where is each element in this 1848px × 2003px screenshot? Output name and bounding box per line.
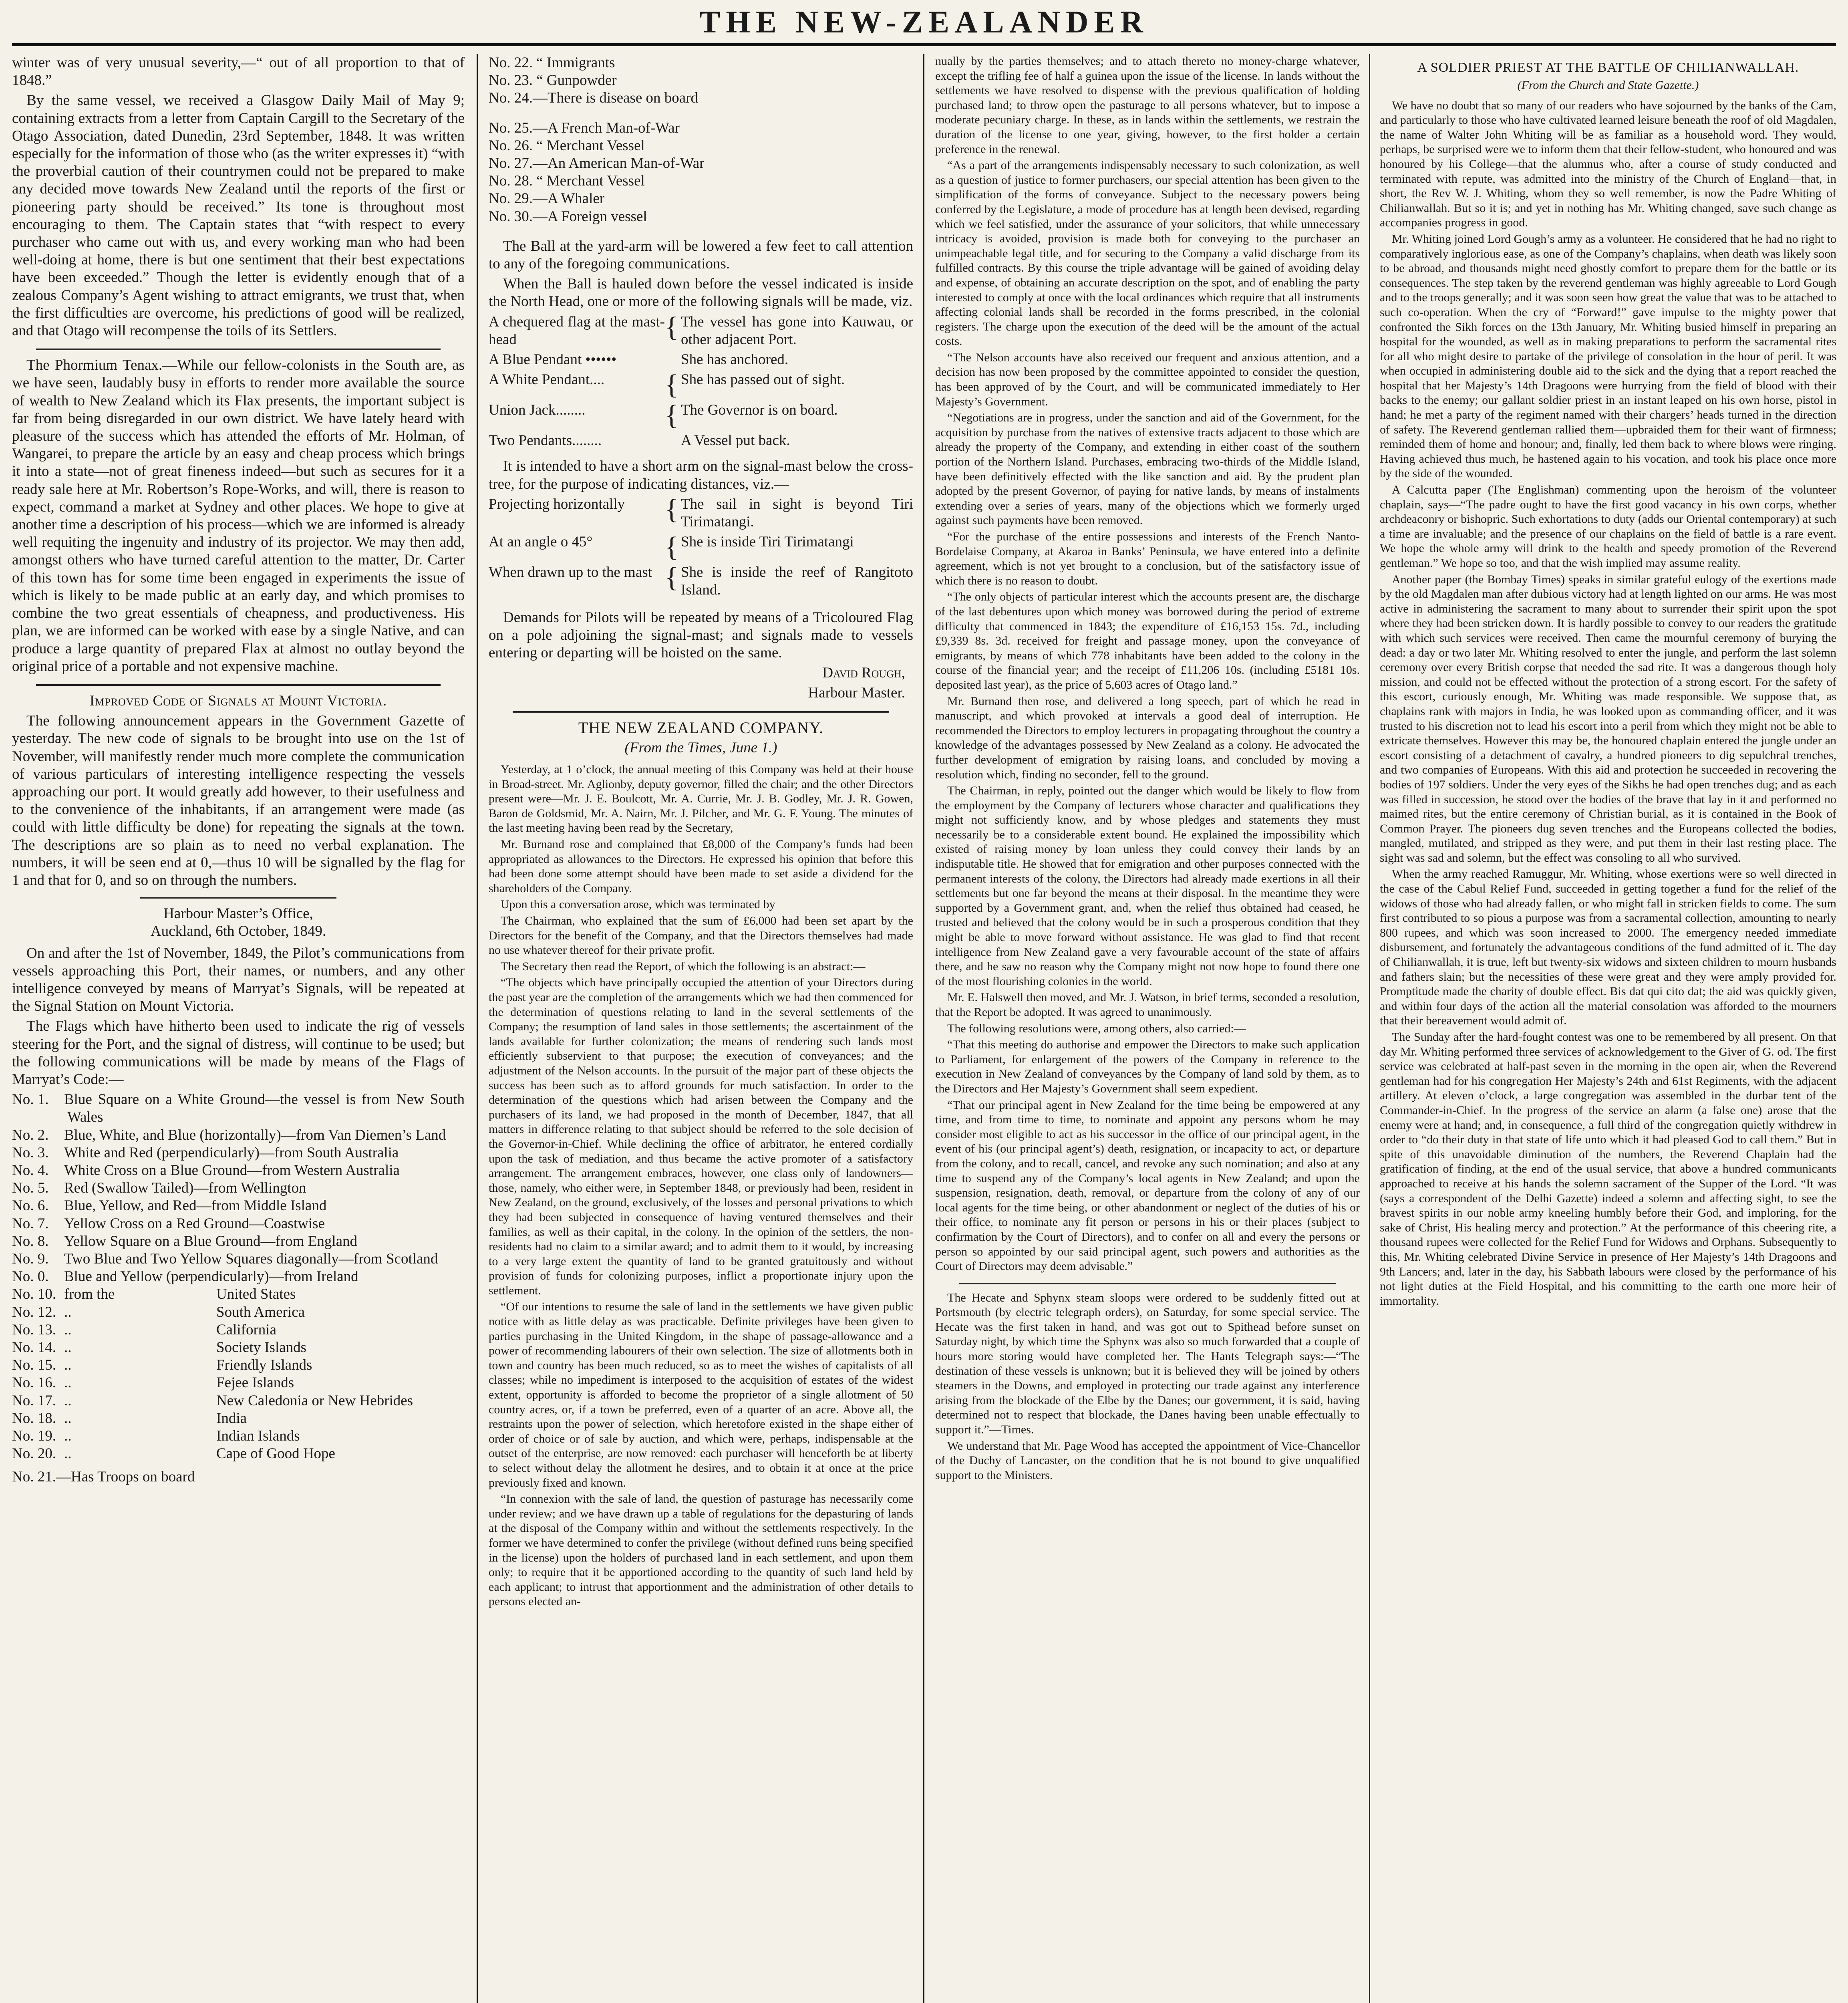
- location-number: No. 17.: [12, 1392, 56, 1409]
- location-place: India: [216, 1410, 247, 1427]
- flag-number: No. 8.: [12, 1233, 49, 1249]
- location-number: No. 18.: [12, 1410, 56, 1427]
- signal-label: Two Pendants........: [489, 432, 602, 449]
- location-number: No. 20.: [12, 1445, 56, 1462]
- article-paragraph: The following resolutions were, among others, also carried:—: [947, 1022, 1246, 1035]
- location-from: ..: [64, 1410, 72, 1427]
- flag-number: No. 2.: [12, 1126, 49, 1143]
- signals-heading: Improved Code of Signals at Mount Victoria.: [89, 692, 387, 709]
- flag-item: [12, 1179, 465, 1197]
- signal-meaning-row: [489, 432, 913, 449]
- column-2: [489, 54, 913, 2003]
- article-paragraph: Mr. Burnand rose and complained that £8,000 of the Company’s funds had been appropriated as allowances to the Directors. He expressed his opinion that before this had been done some attempt should have been made to set aside a dividend for the shareholders of the Company.: [489, 838, 913, 895]
- flag-description: Two Blue and Two Yellow Squares diagonally—from Scotland: [64, 1251, 438, 1267]
- distance-label: At an angle o 45°: [489, 534, 593, 550]
- location-item: [12, 1286, 465, 1303]
- phormium-paragraph: The Phormium Tenax.—While our fellow-colonists in the South are, as we have seen, laudably busy in efforts to render more available the source of wealth to New Zealand which its Flax presents, the important subject is far from being disregarded in our own district. We have lately heard with pleasure of the success which has attended the efforts of Mr. Holman, of Wangarei, to prepare the article by an easy and cheap process which brings it into a state—not of great fineness indeed—but such as secures for it a ready sale here at Mr. Robertson’s Rope-Works, and will, there is reason to expect, command a market at Sydney and other places. We hope to give at another time a description of his process—which we are informed is already well requiting the ingenuity and industry of its projector. We may then add, amongst others who have turned careful attention to the matter, Dr. Carter of this town has for some time been engaged in experiments the issue of which is likely to be made public at an early day, and which promises to combine the two great essentials of cheapness, and productiveness. His plan, we are informed can be worked with ease by a single Native, and can produce a large quantity of prepared Flax at almost no outlay beyond the original price of a portable and not expensive machine.: [12, 357, 465, 675]
- signals-intro-paragraph: The following announcement appears in the Government Gazette of yesterday. The new code of signals to be brought into use on the 1st of November, will manifestly render much more complete the communication of various particulars of interesting intelligence respecting the vessels approaching our port. It would greatly add however, to their usefulness and to the convenience of the inhabitants, if an arrangement were made (as could with little difficulty be done) for repeating the signals at the town. The descriptions are so plain as to need no verbal explanation. The numbers, it will be seen end at 0,—thus 10 will be signalled by the flag for 1 and that for 0, and so on through the numbers.: [12, 713, 465, 889]
- article-paragraph: When the army reached Ramuggur, Mr. Whiting, whose exertions were so well directed in the case of the Cabul Relief Fund, succeeded in getting together a fund for the relief of the widows of those who had already fallen, or who might fall in stricken fields to come. The sum first contributed to so pious a purpose was from a sacramental collection, amounting to nearly 800 rupees, and which was soon increased to 2000. The emergency needed immediate disbursement, and fortunately the advantageous conditions of the fund admitted of it. The day of Chilianwallah, it is true, left but twenty-six widows and sixteen children to mourn husbands and fathers slain; but the necessities of these were great and they were amply provided for. Promptitude made the charity of double effect. Bis dat qui cito dat; the aid was quickly given, and within four days of the action all the material consolation was afforded to the mourners that their bereavement would admit of.: [1380, 867, 1836, 1028]
- location-number: No. 16.: [12, 1374, 56, 1391]
- signal-label: Union Jack........: [489, 402, 586, 419]
- location-from: ..: [64, 1374, 72, 1391]
- flag-item: [12, 1215, 465, 1233]
- article-paragraph: “The Nelson accounts have also received our frequent and anxious attention, and a decision has now been proposed by the committee appointed to consider the question, has been approved of by the Court, and will be communicated immediately to Her Majesty’s Government.: [935, 351, 1360, 408]
- location-from: ..: [64, 1392, 72, 1409]
- winter-paragraph: winter was of very unusual severity,—“ out of all proportion to that of 1848.”: [12, 54, 465, 89]
- flag-description: Blue, White, and Blue (horizontally)—from Van Diemen’s Land: [64, 1126, 446, 1143]
- flag-description: Blue, Yellow, and Red—from Middle Island: [64, 1197, 327, 1214]
- nz-company-source: (From the Times, June 1.): [624, 739, 777, 756]
- signal-label: A chequered flag at the mast-head: [489, 313, 665, 348]
- separator-rule: [36, 349, 441, 350]
- flag-item: [12, 1197, 465, 1215]
- article-paragraph: The Chairman, who explained that the sum of £6,000 had been set apart by the Directors for the benefit of the Company, and that the Directors themselves had made no use whatever thereof for their private profit.: [489, 914, 913, 957]
- signal-meaning-row: [489, 313, 913, 349]
- signal-item: No. 30.—A Foreign vessel: [489, 208, 647, 225]
- separator-rule: [959, 1283, 1336, 1284]
- location-from: from the: [64, 1286, 115, 1303]
- separator-rule: [513, 711, 889, 713]
- signal-item: No. 24.—There is disease on board: [489, 90, 699, 107]
- signal-meaning: The vessel has gone into Kauwau, or other adjacent Port.: [681, 313, 913, 348]
- article-paragraph: The Sunday after the hard-fought contest was one to be remembered by all present. On that day Mr. Whiting performed three services of acknowledgement to the Giver of G. od. The first service was celebrated at half-past seven in the morning in the open air, when the Reverend gentleman had for his congregation Her Majesty’s 24th and 61st Regiments, with the adjacent artillery. At eleven o’clock, a large congregation was assembled in the durbar tent of the Commander-in-Chief. In the progress of the service an alarm (a false one) arose that the enemy were at hand; and, in consequence, a full third of the congregation quietly withdrew in order to “do their duty in that state of life unto which it had pleased God to call them.” But in spite of this unavoidable diminution of the numbers, the Reverend Chaplain had the gratification of finding, at the end of the usual service, that above a hundred communicants approached to receive at his hands the solemn sacrament of the Supper of the Lord. “It was (says a correspondent of the Delhi Gazette) indeed a solemn and affecting sight, to see the bravest spirits in our noble army kneeling humbly before their God, and imploring, for the sake of Christ, His healing mercy and protection.” At the performance of this cheering rite, a thousand rupees were collected for the Relief Fund for Widows and Orphans. Subsequently to this, Mr. Whiting celebrated Divine Service in presence of Her Majesty’s 14th Dragoons and 9th Lancers; and, later in the day, his Sabbath labours were closed by the performance of his not light duties at the Field Hospital, and his committing to the earth one more heir of immortality.: [1380, 1030, 1836, 1308]
- signal-item: No. 23. “ Gunpowder: [489, 72, 617, 89]
- article-paragraph: Upon this a conversation arose, which was terminated by: [501, 898, 775, 911]
- flag-number: No. 1.: [12, 1091, 49, 1108]
- location-place: Fejee Islands: [216, 1374, 294, 1391]
- column-3: [935, 54, 1360, 2003]
- signal-list-continued: [489, 54, 913, 226]
- signal-meaning: A Vessel put back.: [681, 432, 790, 449]
- flag-number: No. 6.: [12, 1197, 49, 1214]
- flag-description: Red (Swallow Tailed)—from Wellington: [64, 1180, 306, 1197]
- location-item: [12, 1392, 465, 1410]
- location-number: No. 13.: [12, 1321, 56, 1338]
- flag-item: [12, 1250, 465, 1268]
- article-paragraph: “The objects which have principally occupied the attention of your Directors during the past year are the completion of the arrangements which we had then commenced for the determination of questions relating to land in the several settlements of the Company; the resumption of land sales in those settlements; the ascertainment of the lands available for further colonization; the means of rendering such lands most efficiently subservient to that purpose; the execution of conveyances; and the adjustment of the Nelson accounts. In the pursuit of the major part of these objects the success has been such as to afford grounds for much satisfaction. In order to the determination of the questions which had arisen between the Company and the purchasers of its land, we had proposed in the month of December, 1847, that all matters in difference relating to that subject should be referred to the sole decision of the Governor-in-Chief. While declining the office of arbitrator, he entered cordially upon the task of mediation, and thus became the active promoter of a satisfactory arrangement. The arrangement embraces, however, one class only of landowners—those, namely, who either were, in September 1848, or previously had been, resident in New Zealand, on the ground, exclusively, of the losses and personal privations to which they had been subjected in consequence of having ventured themselves and their families, as well as their capital, in the colony. In the opinion of the settlers, the non-residents had no claim to a similar award; and to admit them to it would, by increasing to a very large extent the quantity of land to be granted gratuitously and without provision of funds for colonizing purposes, inflict a proportionate injury upon the settlement.: [489, 976, 913, 1297]
- article-paragraph: “For the purchase of the entire possessions and interests of the French Nanto-Bordelaise Company, at Akaroa in Banks’ Peninsula, we have entered into a definite agreement, which is not yet brought to a conclusion, but of the satisfactory issue of which there is no reason to doubt.: [935, 530, 1360, 587]
- soldier-priest-heading: A SOLDIER PRIEST AT THE BATTLE OF CHILIANWALLAH.: [1417, 60, 1799, 75]
- brace-glyph: {: [665, 311, 678, 343]
- location-place: Indian Islands: [216, 1428, 300, 1445]
- location-item: [12, 1374, 465, 1392]
- article-paragraph: The Secretary then read the Report, of which the following is an abstract:—: [501, 959, 866, 973]
- location-from: ..: [64, 1339, 72, 1356]
- location-item: [12, 1339, 465, 1356]
- article-paragraph: “Of our intentions to resume the sale of land in the settlements we have given public notice with as little delay as was practicable. Definite privileges have been given to parties purchasing in the United Kingdom, in the shape of passage-allowance and a power of recommending labourers of their own selection. The size of allotments both in town and country has been much reduced, so as to meet the wishes of capitalists of all classes; while no impediment is interposed to the acquisition of estates of the widest extent, opportunity is afforded to become the proprietor of a single allotment of 50 country acres, or, if a town be preferred, even of a quarter of an acre. Above all, the restraints upon the power of selection, which heretofore existed in the shape either of order of choice or of sale by auction, and which were, perhaps, indispensable at the outset of the enterprise, are now removed: each purchaser will henceforth be at liberty to select without delay the allotment he desires, and to obtain it at once at the price previously fixed and known.: [489, 1300, 913, 1489]
- distance-meaning: The sail in sight is beyond Tiri Tirimatangi.: [681, 496, 913, 530]
- masthead-title: THE NEW-ZEALANDER: [699, 4, 1149, 39]
- pilot-communications-paragraph: On and after the 1st of November, 1849, the Pilot’s communications from vessels approaching this Port, their names, or numbers, and any other intelligence conveyed by means of Marryat’s Signals, will be repeated at the Signal Station on Mount Victoria.: [12, 945, 465, 1015]
- location-number: No. 14.: [12, 1339, 56, 1356]
- ball-hauled-paragraph: When the Ball is hauled down before the vessel indicated is inside the North Head, one or more of the following signals will be made, viz.: [489, 276, 913, 310]
- flag-description: Blue Square on a White Ground—the vessel is from New South Wales: [64, 1091, 465, 1126]
- distance-row: [489, 564, 913, 599]
- signal-meaning-row: [489, 351, 913, 369]
- soldier-priest-source: (From the Church and State Gazette.): [1517, 79, 1699, 92]
- hecate-paragraph: The Hecate and Sphynx steam sloops were ordered to be suddenly fitted out at Portsmouth (by electric telegraph orders), on Saturday, for some special service. The Hecate was the first taken in hand, and was got out to Spithead before sunset on Saturday night, by which time the Sphynx was also so much forwarded that a couple of hours more storing would have completed her. The Hants Telegraph says:—“The destination of these vessels is unknown; but it is believed they will be joined by others steamers in the Downs, and employed in protecting our trade against any interference arising from the blockade of the Elbe by the Danes; our government, it is said, having determined not to respect that blockade, the Danes having been unable effectually to support it.”—Times.: [935, 1291, 1360, 1437]
- signal-item: No. 28. “ Merchant Vessel: [489, 173, 645, 189]
- location-from: ..: [64, 1445, 72, 1462]
- distance-meanings: [489, 496, 913, 599]
- article-paragraph: “That our principal agent in New Zealand for the time being be empowered at any time, and from time to time, to nominate and appoint any persons whom he may consider most eligible to act as his successor in the office of our principal agent, in the event of his (our principal agent’s) death, resignation, or incapacity to act, or departure from the colony, and to recall, cancel, and revoke any such nomination; and also at any time to suspend any of the Company’s local agents in New Zealand; and upon the suspension, resignation, death, removal, or departure from the colony of any of our local agents for the time being, or other abandonment or neglect of the duties of his or their office, to nominate any fit person or persons in his or their places (subject to confirmation by the Court of Directors), and to confer on all and every the persons or person so appointed by our said principal agent, such powers and authorities as the Court of Directors may deem advisable.”: [935, 1098, 1360, 1273]
- column-rule-3: [1369, 54, 1370, 2003]
- office-line-2: Auckland, 6th October, 1849.: [150, 923, 326, 940]
- flag-list: [12, 1091, 465, 1286]
- article-paragraph: Mr. Burnand then rose, and delivered a long speech, part of which he read in manuscript, and which provoked at intervals a good deal of interruption. He recommended the Directors to employ lecturers in propagating throughout the country a knowledge of the advantages possessed by New Zealand as a colony. He advocated the further development of emigration by raising loans, and concluded by moving a resolution which, finding no seconder, fell to the ground.: [935, 694, 1360, 781]
- location-item: [12, 1321, 465, 1339]
- distance-label: Projecting horizontally: [489, 496, 625, 512]
- distance-row: [489, 496, 913, 531]
- brace-glyph: {: [665, 532, 678, 563]
- distance-label: When drawn up to the mast: [489, 564, 652, 581]
- signal-item: No. 27.—An American Man-of-War: [489, 155, 705, 172]
- flag-description: White Cross on a Blue Ground—from Western Australia: [64, 1162, 400, 1179]
- location-place: South America: [216, 1304, 305, 1320]
- troops-item: No. 21.—Has Troops on board: [12, 1469, 195, 1485]
- article-paragraph: Another paper (the Bombay Times) speaks in similar grateful eulogy of the exertions made by the old Magdalen man after dubious victory had at length lighted on our arms. He was most active in administering the sacrament to many about to surrender their spirit upon the spot where they had been stricken down. It is hardly possible to convey to our readers the gratitude with which such services were received. Then came the mournful ceremony of burying the dead: a day or two later Mr. Whiting resolved to enter the jungle, and perform the last solemn ceremony over every British corpse that needed the sad rite. It was a dangerous though holy mission, and could not be effected without the protection of a strong escort. For the safety of this escort, curiously enough, Mr. Whiting was made responsible. We suppose that, as chaplains rank with majors in India, he was looked upon as commanding officer, and it was trusted to his discretion not to lead his escort into a peril from which they might not be able to extricate themselves. However this may be, the honoured chaplain entered the jungle under an escort consisting of a detachment of cavalry, a hundred pioneers to dig sepulchral trenches, and two companies of Europeans. With this aid and protection he succeeded in recovering the bodies of 197 soldiers. Under the very eyes of the Sikhs he had open trenches dug; and as each was filled in succession, he stood over the bodies of the brave that lay in it and performed no maimed rites, but the entire ceremony of Christian burial, as it is contained in the Book of Common Prayer. The pioneers dug seven trenches and the Europeans collected the bodies, mangled, mutilated, and stripped as they were, and put them in their last resting place. The sight was sad and solemn, but the effect was consoling to all who survived.: [1380, 572, 1836, 864]
- page-wood-paragraph: We understand that Mr. Page Wood has accepted the appointment of Vice-Chancellor of the Duchy of Lancaster, on the condition that he is not bound to give unqualified support to the Ministers.: [935, 1439, 1360, 1482]
- flag-item: [12, 1144, 465, 1162]
- article-paragraph: “In connexion with the sale of land, the question of pasturage has necessarily come under review; and we have drawn up a table of regulations for the depasturing of lands at the disposal of the Company within and without the settlements respectively. In the former we have determined to confer the privilege (without defined runs being specified in the license) upon the holders of purchased land in each settlement, and upon them only; to require that it be apportioned according to the quantity of such land held by each applicant; to intrust that apportionment and the administration of other details to persons elected an-: [489, 1492, 913, 1608]
- signature-name: David Rough,: [822, 665, 905, 681]
- pilots-paragraph: Demands for Pilots will be repeated by means of a Tricoloured Flag on a pole adjoining the signal-mast; and signals made to vessels entering or departing will be hoisted on the same.: [489, 609, 913, 661]
- flag-description: White and Red (perpendicularly)—from South Australia: [64, 1144, 399, 1161]
- flag-number: No. 4.: [12, 1162, 49, 1179]
- signal-meaning: The Governor is on board.: [681, 402, 838, 419]
- location-item: [12, 1427, 465, 1445]
- flag-description: Yellow Cross on a Red Ground—Coastwise: [64, 1215, 325, 1232]
- brace-glyph: {: [665, 400, 678, 431]
- location-place: Friendly Islands: [216, 1357, 312, 1374]
- location-from: ..: [64, 1321, 72, 1338]
- location-list: [12, 1286, 465, 1463]
- article-paragraph: “That this meeting do authorise and empower the Directors to make such application to Parliament, for enlargement of the powers of the Company in reference to the execution in New Zealand of conveyances by the Company of land sold by them, as to the Directors and Her Majesty’s Government shall seem expedient.: [935, 1038, 1360, 1095]
- signal-meaning-row: [489, 371, 913, 399]
- short-arm-paragraph: It is intended to have a short arm on the signal-mast below the cross-tree, for the purpose of indicating distances, viz.—: [489, 458, 913, 492]
- signal-meaning: She has anchored.: [681, 351, 789, 368]
- article-paragraph: nually by the parties themselves; and to attach thereto no money-charge whatever, except the trifling fee of half a guinea upon the issue of the license. In lands without the settlements we have resolved to dispense with the previous qualification of holding purchased land; to throw open the pasturage to all persons whatever, but to impose a moderate pecuniary charge. In these, as in lands within the settlements, we restrain the duration of the license to one year, giving, however, to the first holder a certain preference in the renewal.: [935, 54, 1360, 156]
- article-paragraph: A Calcutta paper (The Englishman) commenting upon the heroism of the volunteer chaplain, says—“The padre ought to have the first good vacancy in his own corps, whether archdeaconry or bishopric. Such exhortations to duty (adds our Oriental contemporary) at such a time are invaluable; and the presence of our chaplains on the field of battle is a rare event. We hope the whole army will drink to the health and speedy promotion of the Reverend gentleman.” We hope so too, and that the wish implied may assume reality.: [1380, 483, 1836, 570]
- glasgow-mail-paragraph: By the same vessel, we received a Glasgow Daily Mail of May 9; containing extracts from a letter from Captain Cargill to the Secretary of the Otago Association, dated Dunedin, 23rd September, 1848. It was written especially for the information of those who (as the writer expresses it) “with the proverbial caution of their countrymen could not be prepared to make any decided move towards New Zealand until the reports of the first or pioneering party should be received.” Its tone is throughout most encouraging to them. The Captain states that “with respect to every purchaser who came out with us, and every working man who had been well-doing at home, there is but one sentiment that their best expectations have been exceeded.” Though the letter is evidently enough that of a zealous Company’s Agent wishing to attract emigrants, we trust that, when the first difficulties are overcome, his predictions of good will be realized, and that Otago will recompense the toils of its Settlers.: [12, 92, 465, 339]
- separator-rule: [140, 897, 336, 899]
- signal-item: No. 26. “ Merchant Vessel: [489, 137, 645, 154]
- flag-number: No. 9.: [12, 1251, 49, 1267]
- brace-glyph: {: [665, 369, 678, 401]
- location-from: ..: [64, 1304, 72, 1320]
- signal-meaning-row: [489, 401, 913, 429]
- signal-label: A Blue Pendant ••••••: [489, 351, 617, 368]
- flag-number: No. 3.: [12, 1144, 49, 1161]
- location-place: New Caledonia or New Hebrides: [216, 1392, 413, 1409]
- flags-intro-paragraph: The Flags which have hitherto been used to indicate the rig of vessels steering for the Port, and the signal of distress, will continue to be used; but the following communications will be made by means of the Flags of Marryat’s Code:—: [12, 1018, 465, 1088]
- flag-number: No. 7.: [12, 1215, 49, 1232]
- location-number: No. 12.: [12, 1304, 56, 1320]
- nz-company-heading: THE NEW ZEALAND COMPANY.: [578, 718, 824, 737]
- flag-description: Blue and Yellow (perpendicularly)—from Ireland: [64, 1268, 358, 1285]
- flag-item: [12, 1268, 465, 1286]
- distance-meaning: She is inside the reef of Rangitoto Island.: [681, 564, 913, 598]
- article-paragraph: “Negotiations are in progress, under the sanction and aid of the Government, for the acquisition by purchase from the natives of extensive tracts adjacent to those which are already the property of the Company, and extending in either coast of the southern portion of the Northern Island. Purchases, embracing two-thirds of the Middle Island, have been definitively effected with the like sanction and aid. By the prudent plan adopted by the present Governor, of paying for native lands, by means of instalments extending over a series of years, many of the objections which we formerly urged against such payments have been removed.: [935, 411, 1360, 527]
- location-place: United States: [216, 1286, 296, 1303]
- column-4: [1380, 54, 1836, 2003]
- brace-glyph: {: [665, 562, 678, 593]
- flag-item: [12, 1162, 465, 1179]
- article-paragraph: Yesterday, at 1 o’clock, the annual meeting of this Company was held at their house in Broad-street. Mr. Aglionby, deputy governor, filled the chair; and the other Directors present were—Mr. J. E. Boulcott, Mr. A. Currie, Mr. J. B. Godley, Mr. J. R. Gowen, Baron de Goldsmid, Mr. A. Nairn, Mr. J. Pilcher, and Mr. G. F. Young. The minutes of the last meeting having been read by the Secretary,: [489, 763, 913, 835]
- location-from: ..: [64, 1357, 72, 1374]
- location-place: Cape of Good Hope: [216, 1445, 335, 1462]
- masthead-rule: [12, 43, 1836, 46]
- flag-number: No. 5.: [12, 1180, 49, 1197]
- flag-number: No. 0.: [12, 1268, 49, 1285]
- distance-row: [489, 533, 913, 561]
- location-number: No. 19.: [12, 1428, 56, 1445]
- signal-item: No. 25.—A French Man-of-War: [489, 119, 680, 136]
- article-paragraph: “The only objects of particular interest which the accounts present are, the discharge of the last debentures upon which money was borrowed during the period of extreme difficulty that commenced in 1843; the expenditure of £16,153 15s. 7d., including £9,339 8s. 3d. received for freight and passage money, upon the conveyance of emigrants, by means of which 778 inhabitants have been added to the colony in the course of the financial year; and the receipt of £11,206 10s. (including £5181 10s. deposited last year), as the price of 5,603 acres of Otago land.”: [935, 590, 1360, 691]
- article-paragraph: “As a part of the arrangements indispensably necessary to such colonization, as well as a question of justice to former purchasers, our special attention has been given to the simplification of the forms of conveyance. Subject to the necessary powers being conferred by the Legislature, a mode of procedure has at length been devised, regarding which we feel satisfied, under the assurance of your solicitors, that while unnecessary intricacy is avoided, provision is made both for conveying to the purchaser an unimpeachable legal title, and for securing to the Company a valid discharge from its fulfilled contracts. By this course the triple advantage will be gained of avoiding delay and expense, of obtaining an accurate description on the spot, and of enabling the party interested to comply at once with the local ordinances which require that all instruments affecting colonial lands shall be recorded in the forms prescribed, in the colonial registers. The charge upon the execution of the deed will be the amount of the actual costs.: [935, 159, 1360, 348]
- location-item: [12, 1304, 465, 1321]
- flag-item: [12, 1233, 465, 1250]
- ball-paragraph: The Ball at the yard-arm will be lowered a few feet to call attention to any of the foregoing communications.: [489, 238, 913, 272]
- signal-label: A White Pendant....: [489, 371, 605, 388]
- location-number: No. 10.: [12, 1286, 56, 1303]
- column-1: [12, 54, 465, 2003]
- location-item: [12, 1410, 465, 1427]
- article-paragraph: We have no doubt that so many of our readers who have sojourned by the banks of the Cam, and particularly to those who have cultivated learned leisure beneath the roof of old Magdalen, the name of Walter John Whiting will be as familiar as a household word. They would, perhaps, be surprised were we to inform them that their fellow-student, who honoured and was honoured by his College—that the alumnus who, after a course of study conducted and terminated with repute, was admitted into the ministry of the Church of England—that, in short, the Rev W. J. Whiting, whom they so well remember, is now the Padre Whiting of Chilianwallah. But so it is; and yet in nothing has Mr. Whiting changed, save such change as accompanies progress in good.: [1380, 99, 1836, 230]
- signature-title: Harbour Master.: [808, 685, 905, 701]
- flag-description: Yellow Square on a Blue Ground—from England: [64, 1233, 358, 1249]
- nz-company-article-part-1: [489, 762, 913, 1609]
- column-rule-2: [923, 54, 924, 2003]
- brace-glyph: {: [665, 494, 678, 525]
- location-place: Society Islands: [216, 1339, 307, 1356]
- flag-item: [12, 1126, 465, 1144]
- location-number: No. 15.: [12, 1357, 56, 1374]
- distance-meaning: She is inside Tiri Tirimatangi: [681, 534, 854, 550]
- article-paragraph: Mr. E. Halswell then moved, and Mr. J. Watson, in brief terms, seconded a resolution, that the Report be adopted. It was agreed to unanimously.: [935, 991, 1360, 1019]
- signal-meanings: [489, 313, 913, 450]
- article-paragraph: Mr. Whiting joined Lord Gough’s army as a volunteer. He considered that he had no right to comparatively inglorious ease, as one of the Company’s chaplains, when death was likely soon to be abroad, and thousands might need ghostly comfort to prepare them for the battle or its consequences. The step taken by the reverend gentleman was highly agreeable to Lord Gough and to the troops generally; and it was soon seen how great the value that was to be attached to such co-operation. When the cry of “Forward!” gave impulse to the mighty power that confronted the Sikh forces on the 13th January, Mr. Whiting busied himself in preparing an hospital for the wounded, as well as in making preparations to perform the sacramental rites for all who might desire to partake of the privilege of consolation in the hour of peril. It was when occupied in administering double aid to the sick and the dying that a report reached the hospital that her Majesty’s 14th Dragoons were hurrying from the field of blood with their backs to the enemy; our gallant soldier priest in an instant leaped on his own horse, pistol in hand; he met a party of the regiment named with their chargers’ heads turned in the direction of safety. The Reverend gentleman rallied them—upbraided them for their want of firmness; reminded them of home and honour; and, finally, led them back to where blows were ringing. Having achieved thus much, he hastened again to his vocation, and took his place once more by the side of the wounded.: [1380, 232, 1836, 480]
- separator-rule: [36, 684, 441, 686]
- flag-item: [12, 1091, 465, 1126]
- location-item: [12, 1356, 465, 1374]
- signal-item: No. 29.—A Whaler: [489, 190, 605, 207]
- column-rule-1: [477, 54, 478, 2003]
- signal-item: No. 22. “ Immigrants: [489, 54, 615, 71]
- location-from: ..: [64, 1428, 72, 1445]
- article-paragraph: The Chairman, in reply, pointed out the danger which would be likely to flow from the employment by the Company of lecturers whose character and qualifications they might not sufficiently know, and by whose pledges and statements they must necessarily be to a considerable extent bound. He explained the impossibility which existed of raising money by loan unless they could convey their lands by an indisputable title. He showed that for emigration and other purposes connected with the permanent interests of the colony, the Directors had already made exertions in all their settlements but one far beyond the means at their disposal. In the meantime they were supported by a Government grant, and, when the relief thus obtained had ceased, he trusted and believed that the colony would be in such a prosperous condition that they might be able to move forward without assistance. He was glad to find that recent intelligence from New Zealand gave a very favourable account of the state of affairs there, and he saw no reason why the Company might not now hope to found there one of the most flourishing colonies in the world.: [935, 784, 1360, 988]
- signal-meaning: She has passed out of sight.: [681, 371, 845, 388]
- location-place: California: [216, 1321, 277, 1338]
- office-line-1: Harbour Master’s Office,: [163, 905, 313, 922]
- location-item: [12, 1445, 465, 1463]
